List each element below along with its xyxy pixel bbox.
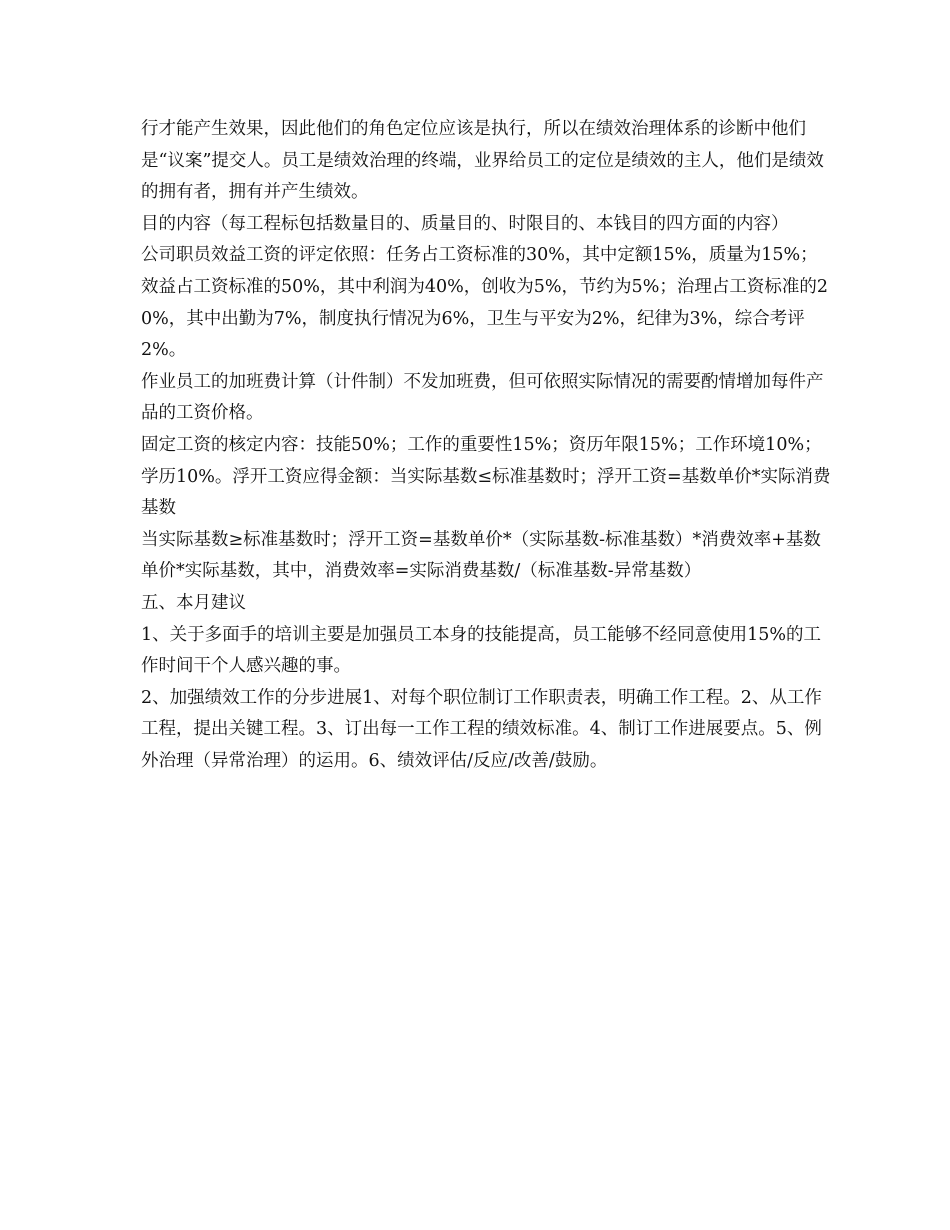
paragraph-performance-roles: 行才能产生效果，因此他们的角色定位应该是执行，所以在绩效治理体系的诊断中他们是“议案”提交人。员工是绩效治理的终端，业界给员工的定位是绩效的主人，他们是绩效的拥有者，拥有并产生绩效。: [141, 119, 824, 203]
section-heading-monthly-suggestions: 五、本月建议: [141, 592, 246, 613]
suggestion-item-1: 1、关于多面手的培训主要是加强员工本身的技能提高，员工能够不经同意使用15%的工作时间干个人感兴趣的事。: [141, 624, 822, 677]
paragraph-floating-wage-formula: 当实际基数≥标准基数时；浮开工资=基数单价*（实际基数-标准基数）*消费效率+基数单价*实际基数，其中，消费效率=实际消费基数/（标准基数-异常基数）: [141, 529, 821, 582]
paragraph-benefit-wage-criteria: 公司职员效益工资的评定依照：任务占工资标准的30%，其中定额15%，质量为15%；效益占工资标准的50%，其中利润为40%，创收为5%，节约为5%；治理占工资标准的20%，其中出勤为7%，制度执行情况为6%，卫生与平安为2%，纪律为3%，综合考评2%。: [141, 245, 828, 361]
paragraph-overtime-pay: 作业员工的加班费计算（计件制）不发加班费，但可依照实际情况的需要酌情增加每件产品的工资价格。: [141, 371, 824, 424]
document-body: [141, 114, 831, 777]
paragraph-target-content: 目的内容（每工程标包括数量目的、质量目的、时限目的、本钱目的四方面的内容）: [141, 213, 789, 234]
suggestion-item-2: 2、加强绩效工作的分步进展1、对每个职位制订工作职责表，明确工作工程。2、从工作工程，提出关键工程。3、订出每一工作工程的绩效标准。4、制订工作进展要点。5、例外治理（异常治理）的运用。6、绩效评估/反应/改善/鼓励。: [141, 687, 822, 771]
paragraph-fixed-wage: 固定工资的核定内容：技能50%；工作的重要性15%；资历年限15%；工作环境10%；学历10%。浮开工资应得金额：当实际基数≤标准基数时；浮开工资=基数单价*实际消费基数: [141, 434, 831, 519]
